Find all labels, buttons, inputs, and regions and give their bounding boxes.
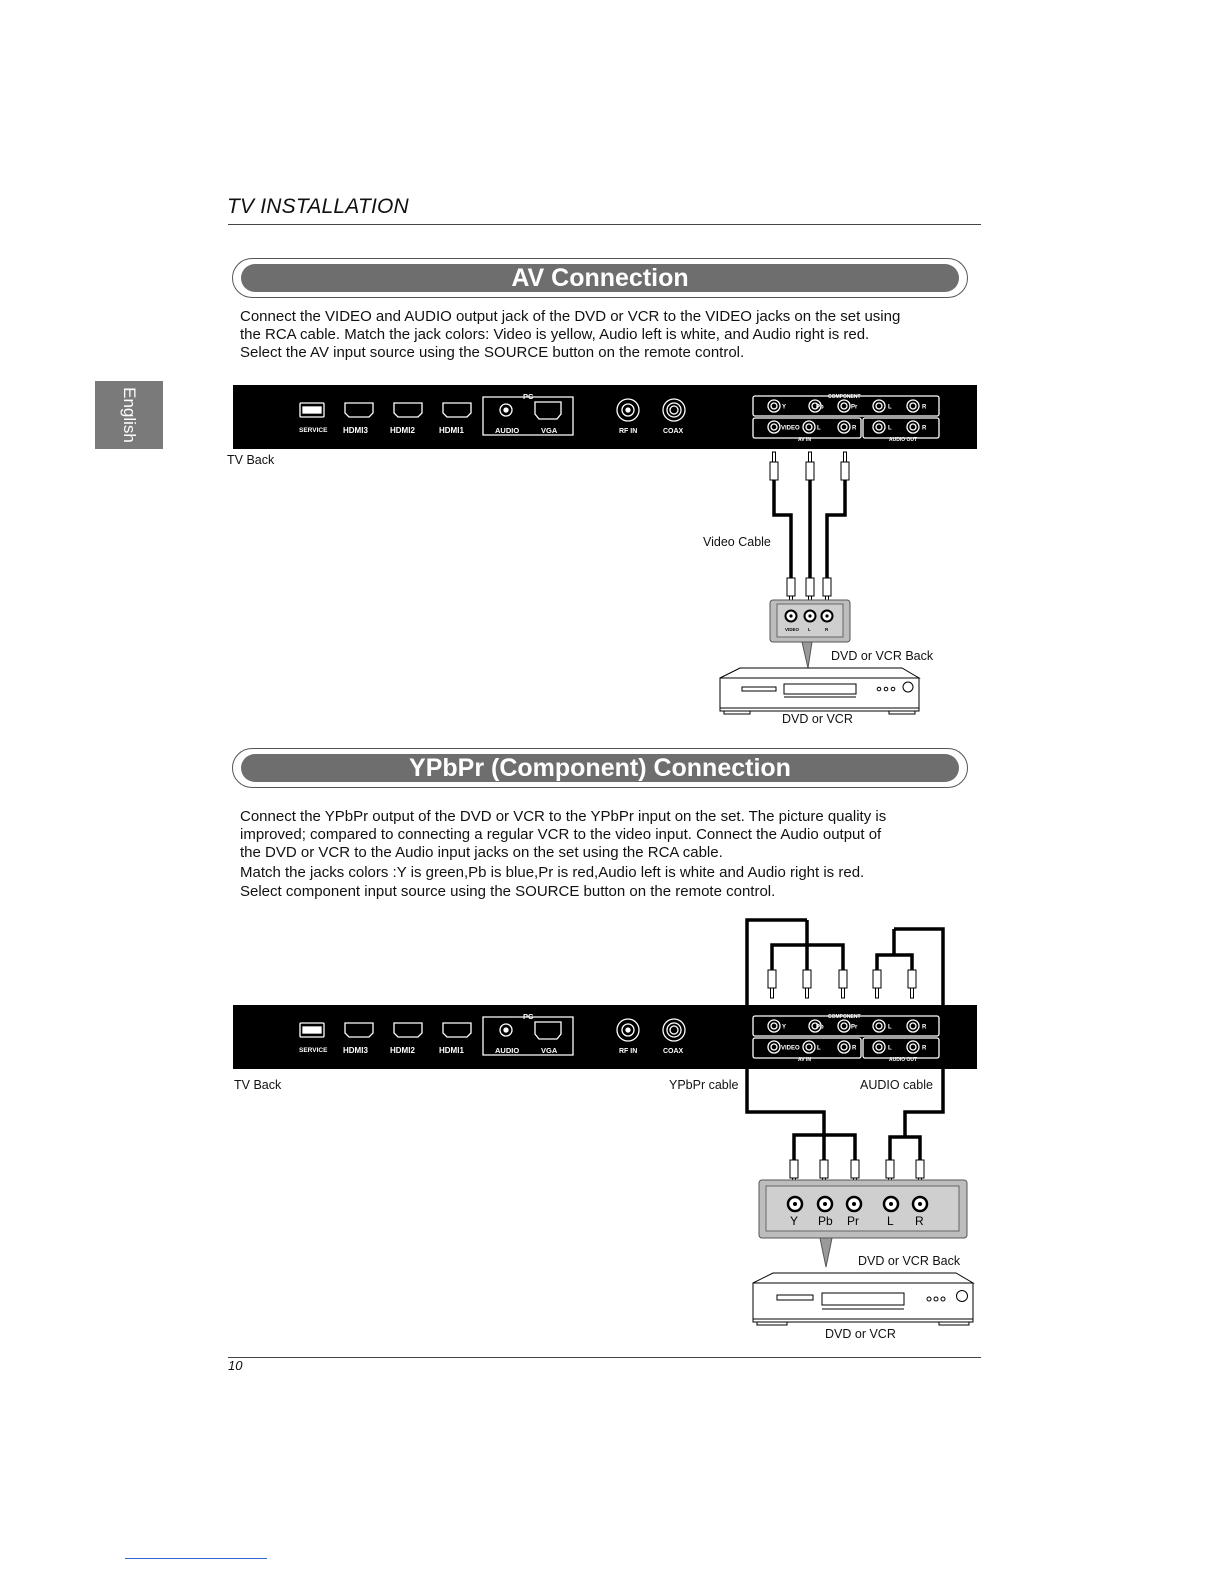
av-device-jack-l: L [808,627,811,632]
coax-label: COAX [663,428,684,435]
pc-label: PC [523,392,534,401]
component-label: COMPONENT [828,394,861,400]
out-r-label: R [922,1045,927,1052]
header-divider [228,224,981,225]
rf-in-label: RF IN [619,428,638,435]
video-label: VIDEO [781,1045,800,1052]
component-device-jack-pb: Pb [818,1214,833,1228]
component-device-jack-y: Y [790,1214,799,1228]
coax-label: COAX [663,1048,684,1055]
l-label: L [888,404,892,411]
component-label: COMPONENT [828,1014,861,1020]
component-connection-banner [232,748,968,788]
pb-label: Pb [816,1024,824,1031]
av-l-label: L [817,425,821,432]
component-instruction-line: Match the jacks colors :Y is green,Pb is blue,Pr is red,Audio left is white and Audio right is red. [240,864,865,881]
av-l-label: L [817,1045,821,1052]
av-cable-diagram [690,450,950,730]
component-cable-diagram [700,915,980,1335]
component-device-jack-r: R [915,1214,924,1228]
hdmi2-label: HDMI2 [390,426,415,435]
rf-in-label: RF IN [619,1048,638,1055]
component-device-label: DVD or VCR [825,1327,896,1341]
vga-label: VGA [541,426,558,435]
bottom-link-line [125,1558,267,1559]
component-device-jack-l: L [887,1214,894,1228]
hdmi3-label: HDMI3 [343,1046,368,1055]
y-label: Y [782,404,787,411]
component-instruction-line: Select component input source using the SOURCE button on the remote control. [240,883,776,900]
pr-label: Pr [851,404,858,411]
vga-label: VGA [541,1046,558,1055]
r-label: R [922,404,927,411]
av-in-label: AV IN [798,1057,811,1063]
av-instructions [240,308,960,362]
language-tab [95,381,163,449]
av-tv-back-label: TV Back [227,453,275,467]
service-label: SERVICE [299,1047,328,1054]
av-r-label: R [852,425,857,432]
l-label: L [888,1024,892,1031]
component-device-back-label: DVD or VCR Back [858,1254,961,1268]
page-header-title: TV INSTALLATION [227,195,409,218]
component-instructions [240,808,960,901]
av-device-back-label: DVD or VCR Back [831,649,934,663]
pb-label: Pb [816,404,824,411]
av-connection-banner [232,258,968,298]
tv-back-panel-av [233,385,977,449]
av-cable-label: Video Cable [703,535,771,549]
component-instruction-line: improved; compared to connecting a regular VCR to the video input. Connect the Audio output of [240,826,882,843]
ypbpr-cable-label: YPbPr cable [669,1078,739,1092]
out-l-label: L [888,425,892,432]
hdmi1-label: HDMI1 [439,1046,464,1055]
page-number: 10 [228,1358,243,1373]
audio-cable-label: AUDIO cable [860,1078,933,1092]
service-label: SERVICE [299,427,328,434]
hdmi1-label: HDMI1 [439,426,464,435]
component-device-jack-pr: Pr [847,1214,859,1228]
audio-label: AUDIO [495,426,520,435]
component-tv-back-label: TV Back [234,1078,282,1092]
av-device-jack-r: R [825,627,829,632]
hdmi2-label: HDMI2 [390,1046,415,1055]
component-instruction-line: Connect the YPbPr output of the DVD or VCR to the YPbPr input on the set. The picture quality is [240,808,887,825]
av-connection-title: AV Connection [511,263,689,292]
av-instruction-line: the RCA cable. Match the jack colors: Video is yellow, Audio left is white, and Audio right is red. [240,326,870,343]
pc-label: PC [523,1012,534,1021]
hdmi3-label: HDMI3 [343,426,368,435]
language-tab-label: English [120,387,139,443]
av-in-label: AV IN [798,437,811,443]
component-connection-title: YPbPr (Component) Connection [409,753,791,782]
audio-out-label: AUDIO OUT [889,437,918,443]
footer-divider [228,1357,981,1358]
av-device-jack-video: VIDEO [785,627,800,632]
audio-out-label: AUDIO OUT [889,1057,918,1063]
av-instruction-line: Select the AV input source using the SOURCE button on the remote control. [240,344,745,361]
out-l-label: L [888,1045,892,1052]
audio-label: AUDIO [495,1046,520,1055]
out-r-label: R [922,425,927,432]
pr-label: Pr [851,1024,858,1031]
video-label: VIDEO [781,425,800,432]
av-r-label: R [852,1045,857,1052]
av-device-label: DVD or VCR [782,712,853,726]
r-label: R [922,1024,927,1031]
component-instruction-line: the DVD or VCR to the Audio input jacks on the set using the RCA cable. [240,844,723,861]
y-label: Y [782,1024,787,1031]
av-instruction-line: Connect the VIDEO and AUDIO output jack of the DVD or VCR to the VIDEO jacks on the set using [240,308,901,325]
